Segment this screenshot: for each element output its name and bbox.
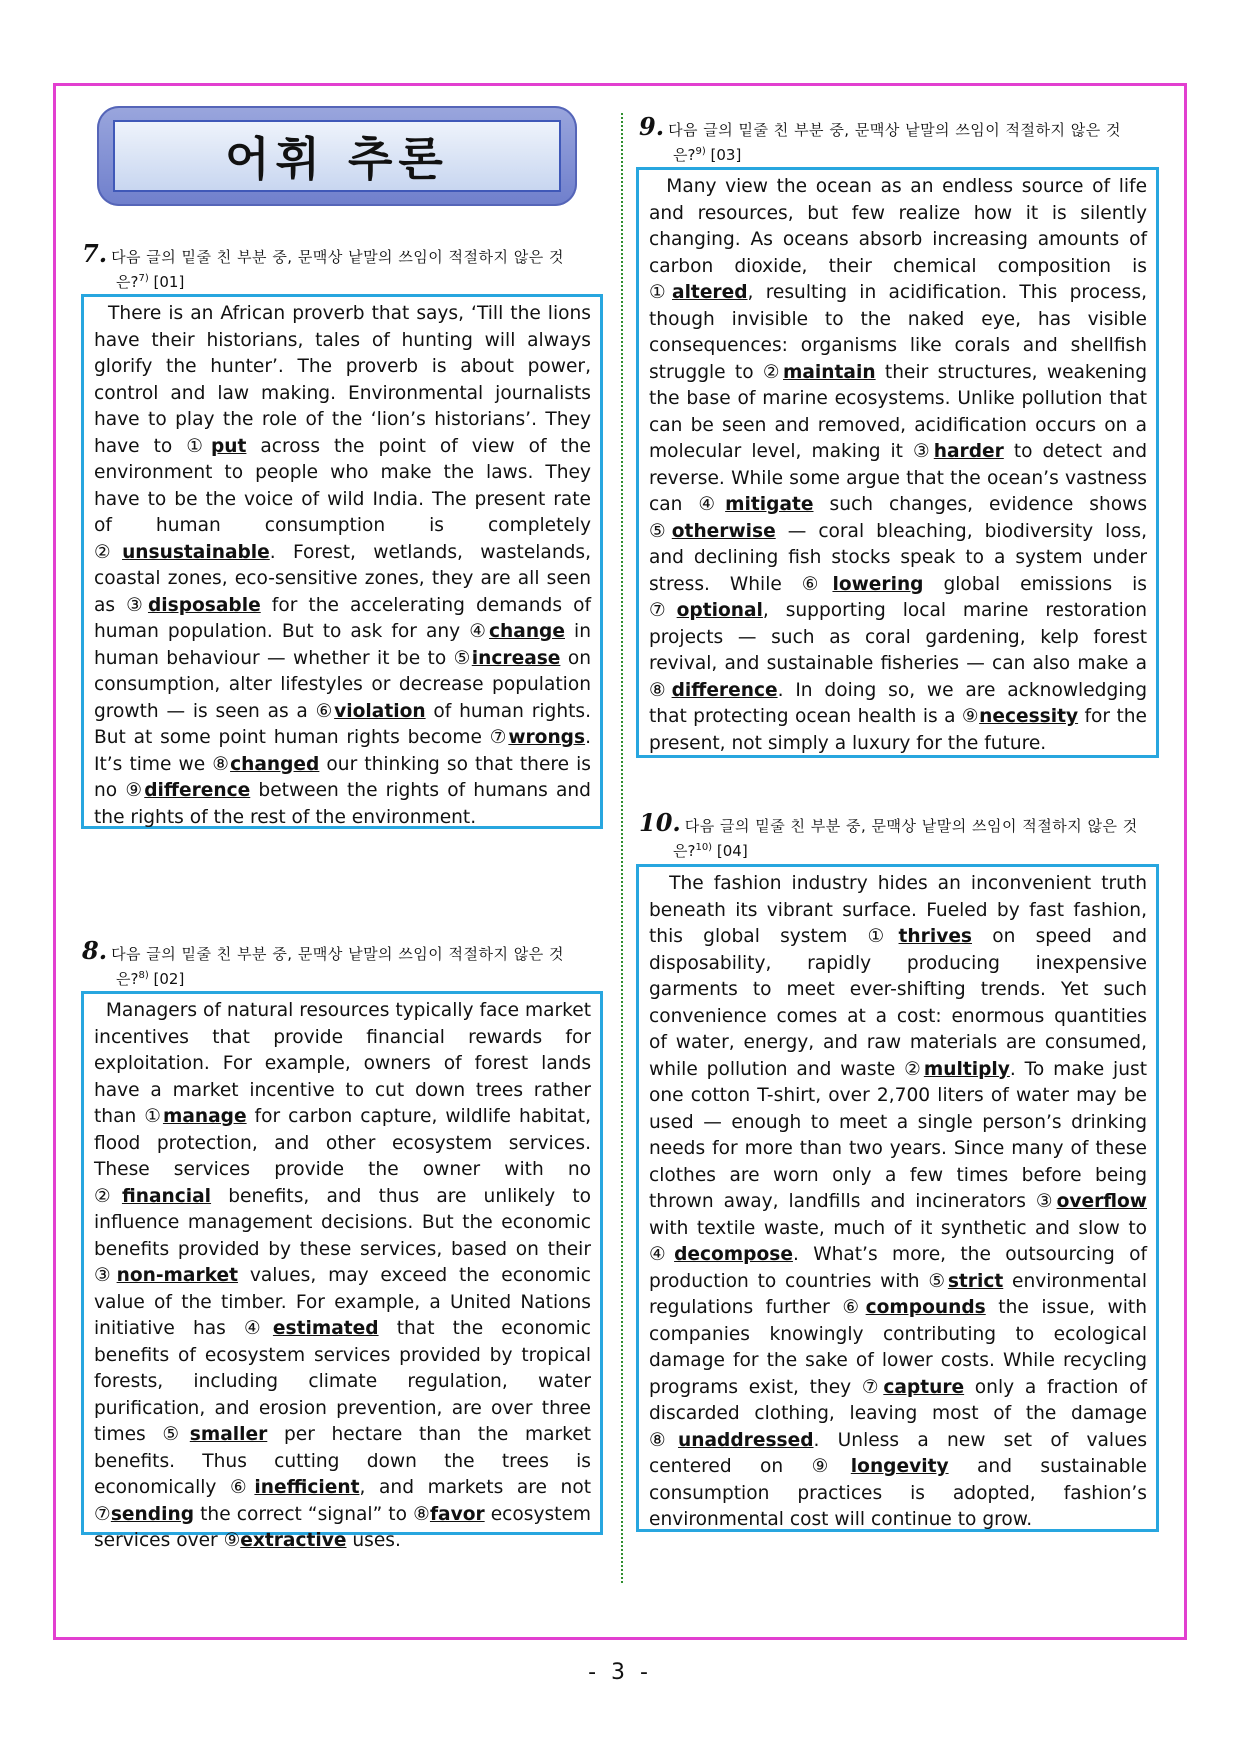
question-instruction: 다음 글의 밑줄 친 부분 중, 문맥상 낱말의 쓰임이 적절하지 않은 것: [684, 817, 1138, 835]
question-instruction-cont: 은?: [116, 970, 139, 988]
question-number: 10.: [639, 808, 681, 837]
underlined-word: compounds: [865, 1297, 986, 1318]
passage-text: in human behaviour — whether it be to ⑤: [94, 621, 591, 669]
underlined-word: sending: [110, 1503, 195, 1525]
passage-text: across the point of view of the environment to people who make the laws. They have to be the voice of wild India. The present rate of human consumption is completely ②: [94, 435, 591, 563]
passage-text: . It’s time we ⑧: [94, 727, 591, 775]
footnote-ref: 9): [695, 146, 706, 157]
question-7-header: [82, 239, 602, 293]
passage-text: only a fraction of discarded clothing, leaving most of the damage ⑧: [649, 1376, 1147, 1451]
passage-text: . In doing so, we are acknowledging that protecting ocean health is a ⑨: [649, 679, 1147, 727]
question-instruction-cont: 은?: [116, 273, 139, 291]
underlined-word: disposable: [147, 594, 261, 616]
question-10-header: [639, 808, 1159, 862]
question-instruction-cont: 은?: [673, 146, 696, 164]
question-instruction: 다음 글의 밑줄 친 부분 중, 문맥상 낱말의 쓰임이 적절하지 않은 것: [111, 248, 565, 266]
underlined-word: changed: [230, 753, 320, 775]
passage-text: — coral bleaching, biodiversity loss, and declining fish stocks speak to a system under stress. While ⑥: [649, 520, 1147, 595]
question-10-passage: [636, 864, 1159, 1532]
underlined-word: put: [210, 435, 247, 457]
question-number: 9.: [639, 112, 665, 141]
passage-text: of human rights. But at some point human rights become ⑦: [94, 700, 591, 748]
underlined-word: harder: [933, 441, 1004, 462]
underlined-word: altered: [672, 282, 748, 303]
question-code: [04]: [716, 842, 748, 860]
footnote-ref: 7): [138, 273, 149, 284]
underlined-word: unaddressed: [678, 1429, 814, 1451]
underlined-word: strict: [947, 1270, 1004, 1292]
underlined-word: difference: [671, 679, 778, 701]
passage-text: , and markets are not ⑦: [94, 1477, 591, 1525]
underlined-word: longevity: [850, 1456, 949, 1477]
section-title-box: [113, 120, 561, 192]
footnote-ref: 8): [138, 970, 149, 981]
underlined-word: maintain: [783, 361, 876, 383]
question-8-header: [82, 936, 602, 990]
underlined-word: increase: [471, 647, 561, 669]
passage-text: , supporting local marine restoration projects — such as coral gardening, kelp forest revival, and sustainable fisheries — can also make a ⑧: [649, 600, 1148, 701]
underlined-word: necessity: [979, 706, 1079, 727]
passage-text: the correct “signal” to ⑧: [194, 1503, 430, 1525]
section-title-banner: [97, 106, 577, 206]
question-9-header: [639, 112, 1159, 166]
question-7-passage: [81, 294, 603, 829]
underlined-word: manage: [162, 1106, 247, 1127]
page-number: - 3 -: [588, 1660, 652, 1685]
column-divider: [621, 113, 623, 1583]
underlined-word: decompose: [674, 1244, 793, 1265]
underlined-word: lowering: [832, 573, 924, 595]
passage-text: There is an African proverb that says, ‘Till the lions have their historians, tales of hunting will always glorify the hunter’. The proverb is about power, control and law making. Environmental journalists have to play the role of the ‘lion’s historians’. They have to ①: [94, 303, 591, 457]
passage-text: their structures, weakening the base of marine ecosystems. Unlike pollution that can be seen and removed, acidification occurs on a molecular level, making it ③: [649, 361, 1147, 462]
question-9-passage: [636, 167, 1159, 758]
passage-text: . To make just one cotton T-shirt, over 2,700 liters of water may be used — enough to meet a single person’s drinking needs for more than two years. Since many of these clothes are worn only a few times before being thrown away, landfills and incinerators ③: [649, 1058, 1147, 1212]
underlined-word: capture: [883, 1376, 965, 1398]
question-instruction: 다음 글의 밑줄 친 부분 중, 문맥상 낱말의 쓰임이 적절하지 않은 것: [111, 945, 565, 963]
passage-text: The fashion industry hides an inconvenient truth beneath its vibrant surface. Fueled by fast fashion, this global system ①: [649, 873, 1147, 947]
underlined-word: optional: [676, 600, 763, 621]
passage-text: . Unless a new set of values centered on ⑨: [649, 1429, 1148, 1477]
underlined-word: estimated: [272, 1318, 379, 1339]
passage-text: for the present, not simply a luxury for the future.: [649, 706, 1147, 754]
passage-text: between the rights of humans and the rights of the rest of the environment.: [94, 780, 591, 828]
passage-text: . Forest, wetlands, wastelands, coastal zones, eco-sensitive zones, they are all seen as ③: [94, 541, 592, 616]
passage-text: and sustainable consumption practices is adopted, fashion’s environmental cost will continue to grow.: [649, 1456, 1147, 1530]
underlined-word: mitigate: [725, 494, 814, 515]
passage-text: values, may exceed the economic value of the timber. For example, a United Nations initiative has ④: [94, 1265, 591, 1339]
passage-text: Managers of natural resources typically face market incentives that provide financial rewards for exploitation. For example, owners of forest lands have a market incentive to cut down trees rather than ①: [94, 1000, 591, 1127]
underlined-word: favor: [429, 1503, 485, 1525]
question-code: [02]: [153, 970, 185, 988]
question-instruction-cont: 은?: [673, 842, 696, 860]
underlined-word: financial: [121, 1185, 212, 1207]
passage-text: on speed and disposability, rapidly producing inexpensive garments to meet ever-shifting trends. Yet such convenience comes at a cost: enormous quantities of water, energy, and raw materials are consumed, while pollution and waste ②: [649, 926, 1147, 1080]
passage-text: , resulting in acidification. This process, though invisible to the naked eye, has visible consequences: organisms like corals and shellfish struggle to ②: [649, 282, 1147, 383]
passage-text: per hectare than the market benefits. Thus cutting down the trees is economically ⑥: [94, 1424, 592, 1498]
passage-text: benefits, and thus are unlikely to influence management decisions. But the economic benefits provided by these services, based on their ③: [94, 1185, 591, 1286]
passage-text: uses.: [346, 1530, 401, 1551]
passage-text: ecosystem services over ⑨: [94, 1503, 591, 1551]
underlined-word: otherwise: [671, 520, 776, 542]
passage-text: for carbon capture, wildlife habitat, flood protection, and other ecosystem services. These services provide the owner with no ②: [94, 1106, 591, 1207]
passage-text: environmental regulations further ⑥: [649, 1270, 1147, 1318]
passage-text: the issue, with companies knowingly contributing to ecological damage for the sake of lower costs. While recycling programs exist, they ⑦: [649, 1297, 1147, 1398]
underlined-word: non-market: [116, 1265, 239, 1286]
passage-text: with textile waste, much of it synthetic and slow to ④: [649, 1217, 1147, 1265]
footnote-ref: 10): [695, 842, 713, 853]
underlined-word: overflow: [1056, 1191, 1147, 1212]
underlined-word: smaller: [189, 1424, 268, 1445]
question-instruction: 다음 글의 밑줄 친 부분 중, 문맥상 낱말의 쓰임이 적절하지 않은 것: [668, 121, 1122, 139]
passage-text: such changes, evidence shows ⑤: [649, 494, 1148, 542]
section-title: 어휘 추론: [225, 132, 449, 186]
question-code: [03]: [710, 146, 742, 164]
passage-text: . What’s more, the outsourcing of production to countries with ⑤: [649, 1244, 1147, 1292]
passage-text: global emissions is ⑦: [649, 573, 1147, 621]
underlined-word: violation: [334, 700, 426, 722]
underlined-word: multiply: [923, 1058, 1010, 1080]
question-number: 8.: [82, 936, 108, 965]
underlined-word: extractive: [240, 1530, 347, 1551]
question-code: [01]: [153, 273, 185, 291]
passage-text: Many view the ocean as an endless source of life and resources, but few realize how it is silently changing. As oceans absorb increasing amounts of carbon dioxide, their chemical composition is ①: [649, 176, 1148, 303]
passage-text: for the accelerating demands of human population. But to ask for any ④: [94, 594, 592, 642]
underlined-word: change: [489, 621, 565, 642]
passage-text: to detect and reverse. While some argue that the ocean’s vastness can ④: [649, 441, 1147, 515]
passage-text: our thinking so that there is no ⑨: [94, 753, 591, 801]
question-8-passage: [81, 991, 603, 1551]
underlined-word: wrongs: [508, 727, 586, 748]
question-number: 7.: [82, 239, 108, 268]
passage-text: on consumption, alter lifestyles or decrease population growth — is seen as a ⑥: [94, 647, 591, 722]
passage-text: that the economic benefits of ecosystem services provided by tropical forests, including climate regulation, water purification, and erosion prevention, are over three times ⑤: [94, 1318, 591, 1445]
underlined-word: thrives: [898, 926, 972, 947]
underlined-word: inefficient: [254, 1477, 360, 1498]
underlined-word: difference: [144, 780, 251, 801]
underlined-word: unsustainable: [122, 541, 270, 563]
